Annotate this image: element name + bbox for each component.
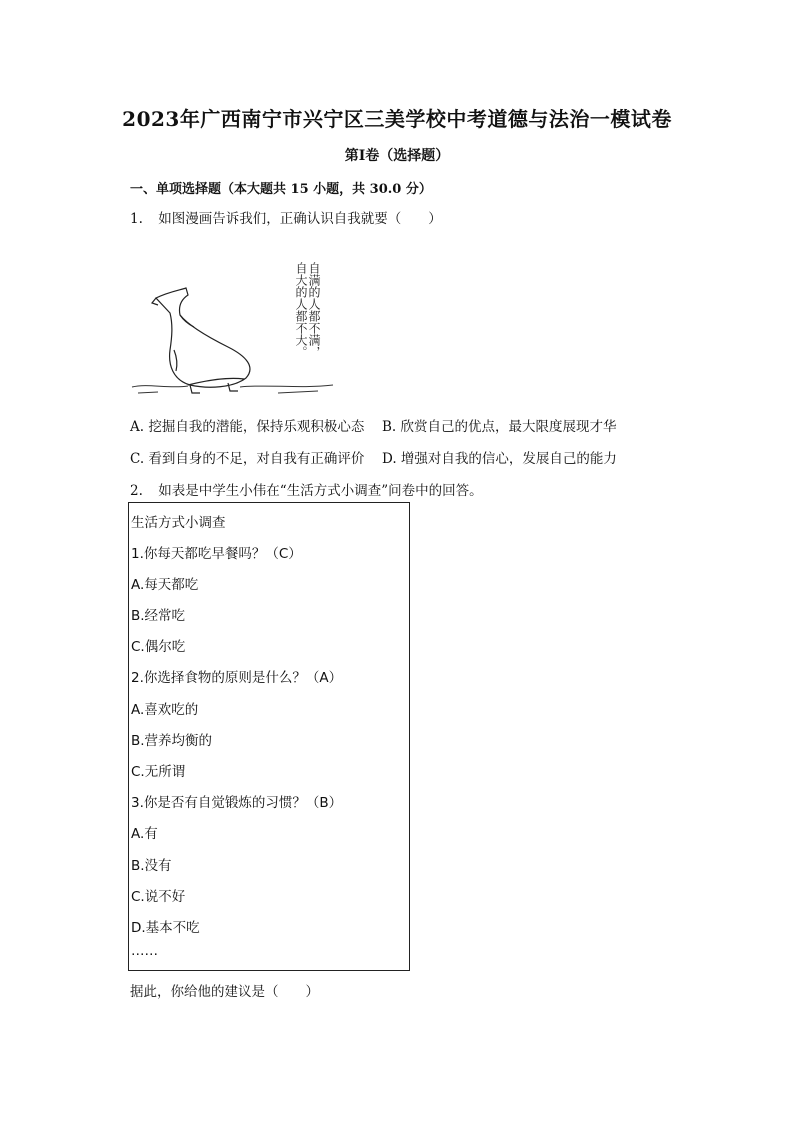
- survey-line: C.说不好: [131, 889, 186, 905]
- q1-option-c[interactable]: C. 看到自身的不足，对自我有正确评价: [130, 451, 365, 467]
- survey-line: A.喜欢吃的: [131, 702, 199, 718]
- survey-line: D.基本不吃: [131, 920, 200, 936]
- survey-line: A.有: [131, 826, 158, 842]
- question-1: [130, 207, 442, 227]
- paper-title: 2023年广西南宁市兴宁区三美学校中考道德与法治一模试卷: [122, 107, 672, 131]
- survey-line: B.经常吃: [131, 608, 186, 624]
- survey-line: B.营养均衡的: [131, 733, 213, 749]
- survey-line: C.偶尔吃: [131, 639, 186, 655]
- q1-option-a[interactable]: A. 挖掘自我的潜能，保持乐观积极心态: [130, 419, 365, 435]
- cartoon-caption: 自满的人都不满，自大的人都不大。: [294, 262, 321, 358]
- section-heading: 一、单项选择题（本大题共 15 小题，共 30.0 分）: [130, 182, 432, 197]
- survey-line: 3.你是否有自觉锻炼的习惯？（B）: [131, 795, 343, 811]
- q1-option-b[interactable]: B. 欣赏自己的优点，最大限度展现才华: [382, 419, 617, 435]
- paper-subtitle: 第I卷（选择题）: [344, 148, 450, 164]
- survey-line: 1.你每天都吃早餐吗？（C）: [131, 546, 302, 562]
- question-number: 1.: [130, 211, 143, 227]
- survey-line: 生活方式小调查: [131, 515, 226, 531]
- question-text: 如图漫画告诉我们，正确认识自我就要（ ）: [158, 211, 442, 227]
- q2-followup: 据此，你给他的建议是（ ）: [130, 984, 319, 1000]
- survey-line: B.没有: [131, 858, 172, 874]
- survey-line: 2.你选择食物的原则是什么？（A）: [131, 670, 343, 686]
- survey-line: C.无所谓: [131, 764, 186, 780]
- q1-option-d[interactable]: D. 增强对自我的信心，发展自己的能力: [382, 451, 617, 467]
- question-number: 2.: [130, 483, 143, 499]
- question-2: [130, 479, 483, 499]
- survey-line: A.每天都吃: [131, 577, 199, 593]
- question-text: 如表是中学生小伟在“生活方式小调查”问卷中的回答。: [158, 483, 483, 499]
- survey-line: ……: [131, 943, 158, 959]
- survey-table: [128, 502, 410, 971]
